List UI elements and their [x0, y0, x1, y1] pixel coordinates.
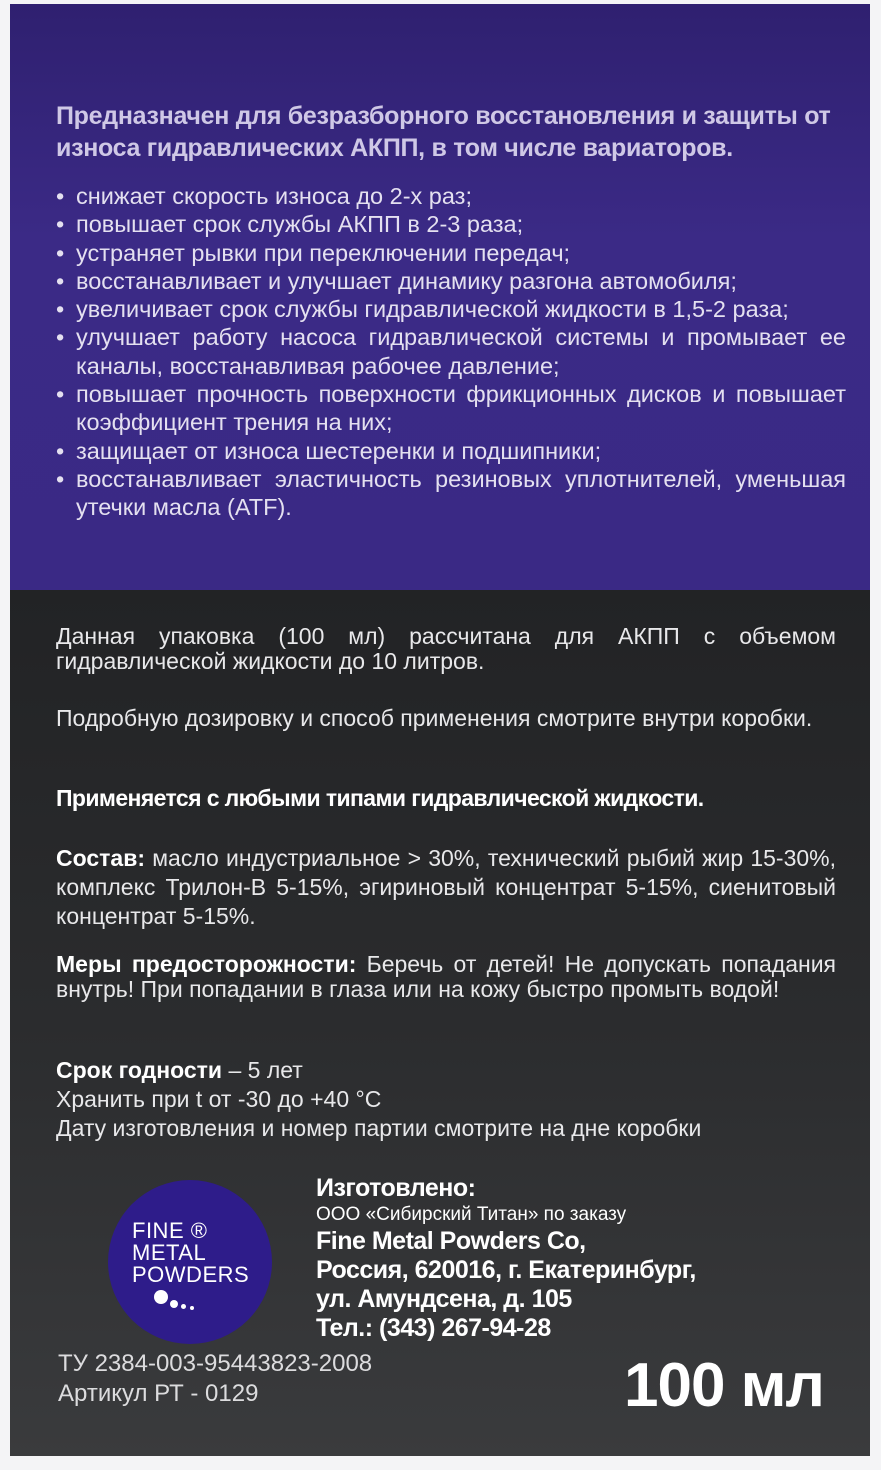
- shelf-life: [56, 1056, 836, 1143]
- list-item: • повышает прочность поверхности фрикционных дисков и повышает коэффициент трения на них;: [56, 380, 846, 437]
- storage-text: Хранить при t от -30 до +40 °С: [56, 1086, 382, 1112]
- tu-code: ТУ 2384-003-95443823-2008: [58, 1350, 373, 1377]
- precautions-label: Меры предосторожности:: [56, 951, 357, 977]
- list-item: • снижает скорость износа до 2-х раз;: [56, 182, 846, 210]
- composition: [56, 844, 836, 931]
- article-code: Артикул РТ - 0129: [58, 1380, 259, 1407]
- composition-label: Состав:: [56, 845, 146, 871]
- precautions: [56, 952, 836, 1002]
- maker-phone: Тел.: (343) 267-94-28: [316, 1314, 551, 1342]
- list-item: • защищает от износа шестеренки и подшипники;: [56, 437, 846, 465]
- maker-title: Изготовлено:: [316, 1174, 476, 1202]
- list-item: • восстанавливает эластичность резиновых уплотнителей, уменьшая утечки масла (ATF).: [56, 465, 846, 522]
- list-item: • устраняет рывки при переключении передач;: [56, 239, 846, 267]
- list-item: • увеличивает срок службы гидравлической жидкости в 1,5-2 раза;: [56, 295, 846, 323]
- package-note: Данная упаковка (100 мл) рассчитана для АКПП с объемом гидравлической жидкости до 10 литров.: [56, 623, 836, 674]
- compat-note: Применяется с любыми типами гидравлической жидкости.: [56, 785, 704, 811]
- maker-line: ул. Амундсена, д. 105: [316, 1285, 572, 1313]
- standard-info: [58, 1349, 372, 1409]
- shelf-text: – 5 лет: [222, 1057, 303, 1083]
- benefits-list: [56, 182, 846, 522]
- purple-panel: [10, 4, 870, 590]
- list-item: • восстанавливает и улучшает динамику разгона автомобиля;: [56, 267, 846, 295]
- list-item: • улучшает работу насоса гидравлической системы и промывает ее каналы, восстанавливая рабочее давление;: [56, 323, 846, 380]
- maker-line: ООО «Сибирский Титан» по заказу: [316, 1204, 627, 1225]
- package-back: [10, 4, 870, 1456]
- shelf-label: Срок годности: [56, 1057, 223, 1083]
- intro-heading: Предназначен для безразборного восстановления и защиты от износа гидравлических АКПП, в том числе вариаторов.: [56, 102, 831, 162]
- composition-text: масло индустриальное > 30%, технический рыбий жир 15-30%, комплекс Трилон-В 5-15%, эгириновый концентрат 5-15%, сиенитовый концентрат 5-15%.: [56, 845, 836, 929]
- brand-logo: [108, 1180, 272, 1344]
- maker-line: Россия, 620016, г. Екатеринбург,: [316, 1256, 696, 1284]
- precautions-text: Беречь от детей! Не допускать попадания внутрь! При попадании в глаза или на кожу быстро промыть водой!: [56, 951, 836, 1002]
- volume-label: 100 мл: [624, 1351, 824, 1420]
- batch-text: Дату изготовления и номер партии смотрите на дне коробки: [56, 1115, 702, 1141]
- logo-line: POWDERS: [132, 1262, 250, 1287]
- maker-line: Fine Metal Powders Co,: [316, 1227, 586, 1255]
- dosage-note: Подробную дозировку и способ применения смотрите внутри коробки.: [56, 705, 813, 731]
- manufacturer-info: [316, 1174, 696, 1343]
- logo-line: METAL: [132, 1240, 207, 1265]
- list-item: • повышает срок службы АКПП в 2-3 раза;: [56, 210, 846, 238]
- logo-line: FINE ®: [132, 1218, 208, 1243]
